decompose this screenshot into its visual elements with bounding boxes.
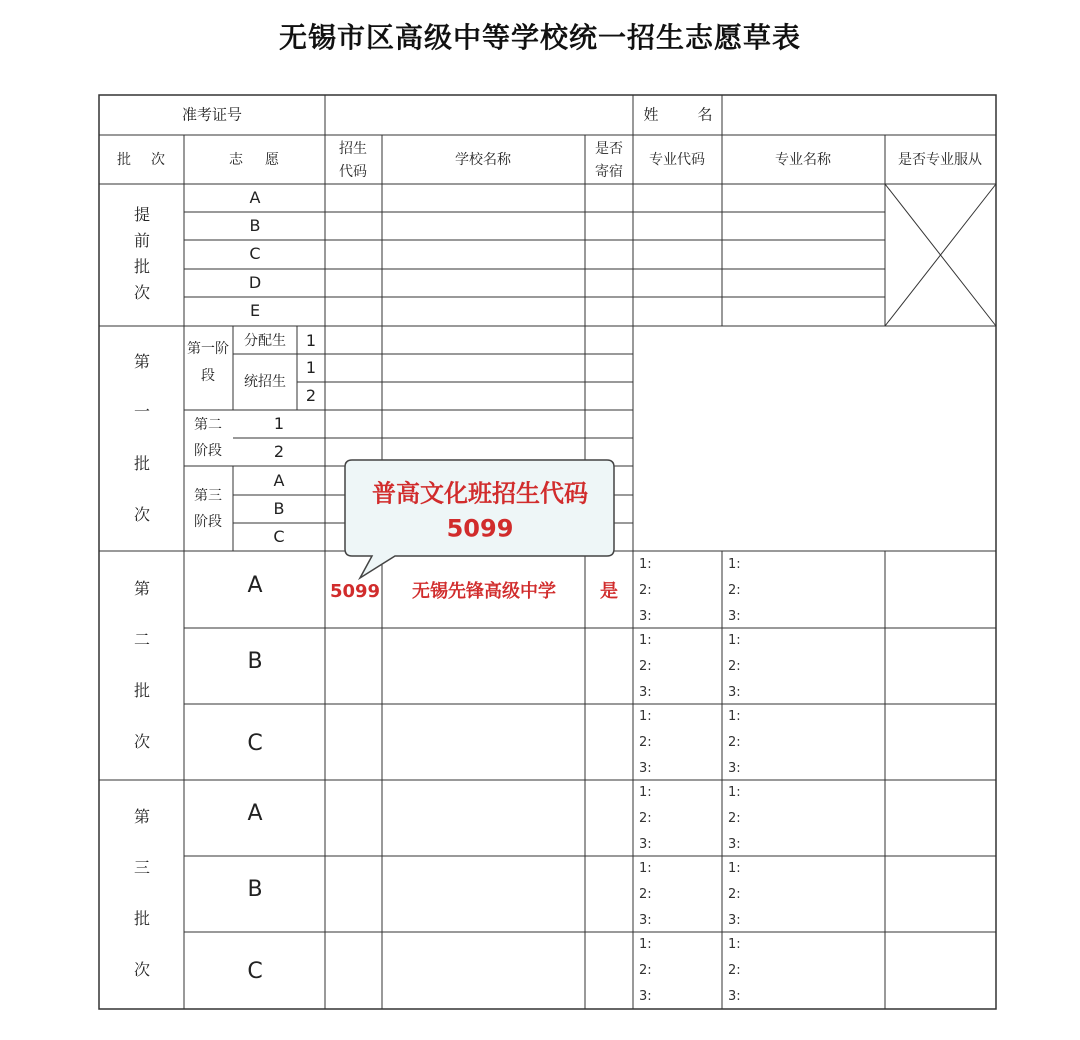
unified-number-1: 1: [305, 358, 317, 377]
major-slot-name-4-1: 1:: [728, 785, 741, 800]
first-batch-label-4: 次: [133, 505, 151, 524]
major-slot-name-1-3: 3:: [728, 609, 741, 624]
early-choice-e: E: [249, 301, 261, 320]
early-batch-label-1: 提: [133, 205, 151, 224]
col-code-line2: 代码: [339, 164, 367, 180]
callout-title: 普高文化班招生代码: [372, 479, 588, 508]
major-slot-name-3-3: 3:: [728, 761, 741, 776]
early-choice-a: A: [249, 188, 261, 207]
stage2-number-2: 2: [273, 442, 285, 461]
col-batch-char1: 批: [117, 152, 131, 168]
second-batch-label-3: 批: [133, 681, 151, 700]
filled-enrollment-code: 5099: [329, 581, 381, 602]
second-choice-a: A: [247, 573, 263, 598]
second-batch-label-2: 二: [133, 630, 151, 649]
major-slot-code-3-3: 3:: [639, 761, 652, 776]
stage3-label-line1: 第三: [194, 488, 222, 504]
major-slot-code-4-2: 2:: [639, 811, 652, 826]
col-major-obey: 是否专业服从: [898, 152, 982, 168]
third-choice-b: B: [247, 877, 263, 902]
major-slot-name-5-1: 1:: [728, 861, 741, 876]
major-slot-code-3-1: 1:: [639, 709, 652, 724]
early-choice-d: D: [248, 273, 262, 292]
allocated-student-label: 分配生: [244, 333, 286, 349]
form-title: 无锡市区高级中等学校统一招生志愿草表: [278, 21, 801, 54]
major-slot-name-2-1: 1:: [728, 633, 741, 648]
early-batch-label-2: 前: [133, 231, 151, 250]
major-slot-code-4-3: 3:: [639, 837, 652, 852]
col-batch-char2: 次: [151, 152, 165, 168]
col-wish-char1: 志: [229, 152, 243, 168]
col-major-code: 专业代码: [649, 152, 705, 168]
early-batch-label-4: 次: [133, 283, 151, 302]
third-choice-a: A: [247, 801, 263, 826]
major-slot-name-2-3: 3:: [728, 685, 741, 700]
major-slot-name-6-1: 1:: [728, 937, 741, 952]
major-slot-name-1-2: 2:: [728, 583, 741, 598]
major-slot-code-2-1: 1:: [639, 633, 652, 648]
major-slot-code-1-1: 1:: [639, 557, 652, 572]
major-slot-code-3-2: 2:: [639, 735, 652, 750]
unified-number-2: 2: [305, 386, 317, 405]
name-label-char2: 名: [697, 105, 713, 124]
stage2-number-1: 1: [273, 414, 285, 433]
stage1-label-line1: 第一阶: [187, 341, 229, 357]
second-choice-b: B: [247, 649, 263, 674]
major-slot-name-3-1: 1:: [728, 709, 741, 724]
major-slot-name-5-3: 3:: [728, 913, 741, 928]
stage1-label-line2: 段: [201, 368, 215, 384]
major-slot-name-6-2: 2:: [728, 963, 741, 978]
exam-number-label: 准考证号: [181, 105, 243, 124]
early-choice-b: B: [249, 216, 261, 235]
allocated-number: 1: [305, 331, 317, 350]
first-batch-label-2: 一: [133, 402, 151, 421]
col-major-name: 专业名称: [775, 152, 831, 168]
major-slot-name-4-3: 3:: [728, 837, 741, 852]
col-school-name: 学校名称: [455, 152, 511, 168]
major-slot-name-4-2: 2:: [728, 811, 741, 826]
callout-code: 5099: [446, 514, 514, 543]
col-boarding-line1: 是否: [595, 141, 623, 157]
first-batch-label-3: 批: [133, 454, 151, 473]
stage3-choice-b: B: [273, 499, 285, 518]
filled-boarding: 是: [600, 581, 618, 602]
early-choice-c: C: [249, 244, 261, 263]
col-wish-char2: 愿: [265, 152, 279, 168]
second-choice-c: C: [247, 731, 263, 756]
major-slot-code-6-2: 2:: [639, 963, 652, 978]
major-slot-code-6-3: 3:: [639, 989, 652, 1004]
stage2-label-line2: 阶段: [194, 443, 222, 459]
major-slot-name-6-3: 3:: [728, 989, 741, 1004]
third-batch-label-2: 三: [133, 858, 151, 877]
major-slot-code-1-3: 3:: [639, 609, 652, 624]
third-batch-label-4: 次: [133, 960, 151, 979]
third-batch-label-3: 批: [133, 909, 151, 928]
stage3-choice-a: A: [273, 471, 285, 490]
name-label-char1: 姓: [643, 105, 659, 124]
filled-school-name: 无锡先锋高级中学: [412, 581, 556, 602]
major-slot-name-5-2: 2:: [728, 887, 741, 902]
first-batch-label-1: 第: [133, 352, 151, 371]
major-slot-name-1-1: 1:: [728, 557, 741, 572]
major-slot-code-2-3: 3:: [639, 685, 652, 700]
major-slot-name-3-2: 2:: [728, 735, 741, 750]
second-batch-label-4: 次: [133, 732, 151, 751]
col-code-line1: 招生: [339, 141, 367, 157]
third-choice-c: C: [247, 959, 263, 984]
major-slot-code-6-1: 1:: [639, 937, 652, 952]
major-slot-code-2-2: 2:: [639, 659, 652, 674]
major-slot-code-5-3: 3:: [639, 913, 652, 928]
major-slot-code-5-1: 1:: [639, 861, 652, 876]
major-slot-code-5-2: 2:: [639, 887, 652, 902]
stage3-choice-c: C: [273, 527, 285, 546]
unified-student-label: 统招生: [244, 374, 286, 390]
stage2-label-line1: 第二: [194, 417, 222, 433]
col-boarding-line2: 寄宿: [595, 164, 623, 180]
third-batch-label-1: 第: [133, 807, 151, 826]
early-batch-label-3: 批: [133, 257, 151, 276]
stage3-label-line2: 阶段: [194, 514, 222, 530]
major-slot-code-4-1: 1:: [639, 785, 652, 800]
second-batch-label-1: 第: [133, 579, 151, 598]
major-slot-code-1-2: 2:: [639, 583, 652, 598]
major-slot-name-2-2: 2:: [728, 659, 741, 674]
